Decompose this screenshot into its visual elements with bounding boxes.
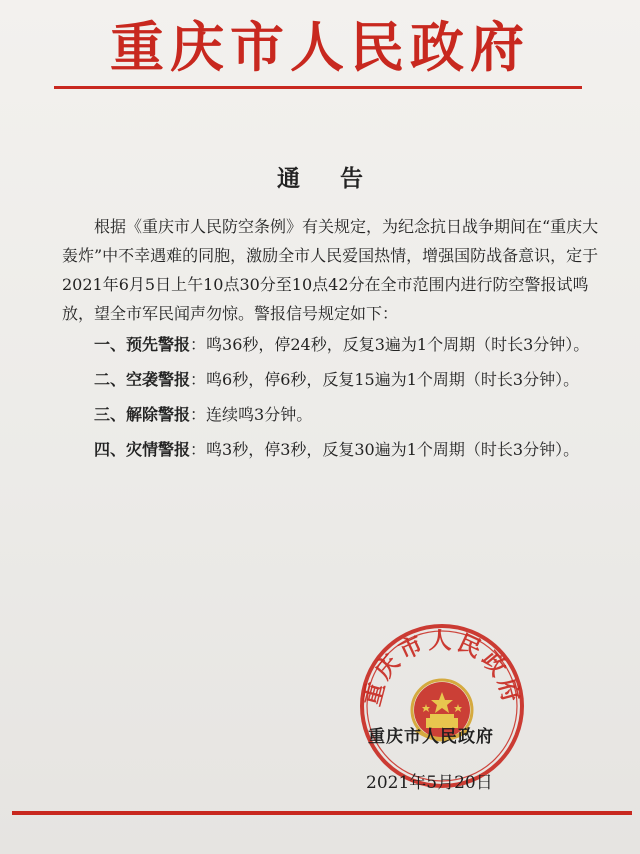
notice-item <box>62 330 602 359</box>
item-label: 三、解除警报 <box>94 405 191 424</box>
notice-item <box>62 400 602 429</box>
signature-date: 2021年5月20日 <box>366 773 493 793</box>
official-seal <box>358 622 526 790</box>
item-label: 四、灾情警报 <box>94 440 191 459</box>
item-label: 二、空袭警报 <box>94 370 191 389</box>
item-text: ：鸣3秒，停3秒，反复30遍为1个周期（时长3分钟）。 <box>190 440 580 459</box>
item-text: ：鸣36秒，停24秒，反复3遍为1个周期（时长3分钟）。 <box>190 335 590 354</box>
notice-item <box>62 435 602 464</box>
red-divider-top <box>54 86 582 89</box>
seal-ring-text: 重庆市人民政府 <box>358 627 526 709</box>
item-label: 一、预先警报 <box>94 335 191 354</box>
issuer-header: 重庆市人民政府 <box>110 15 530 79</box>
item-text: ：连续鸣3分钟。 <box>190 405 313 424</box>
notice-body <box>62 212 602 470</box>
item-text: ：鸣6秒，停6秒，反复15遍为1个周期（时长3分钟）。 <box>190 370 580 389</box>
notice-title: 通告 <box>277 165 403 192</box>
notice-item <box>62 365 602 394</box>
notice-intro: 根据《重庆市人民防空条例》有关规定，为纪念抗日战争期间在“重庆大轰炸”中不幸遇难的同胞，激励全市人民爱国热情，增强国防战备意识，定于2021年6月5日上午10点30分至10点42分在全市范围内进行防空警报试鸣放，望全市军民闻声勿惊。警报信号规定如下： <box>62 217 599 323</box>
signature-issuer: 重庆市人民政府 <box>368 727 494 747</box>
red-divider-bottom <box>12 811 632 815</box>
